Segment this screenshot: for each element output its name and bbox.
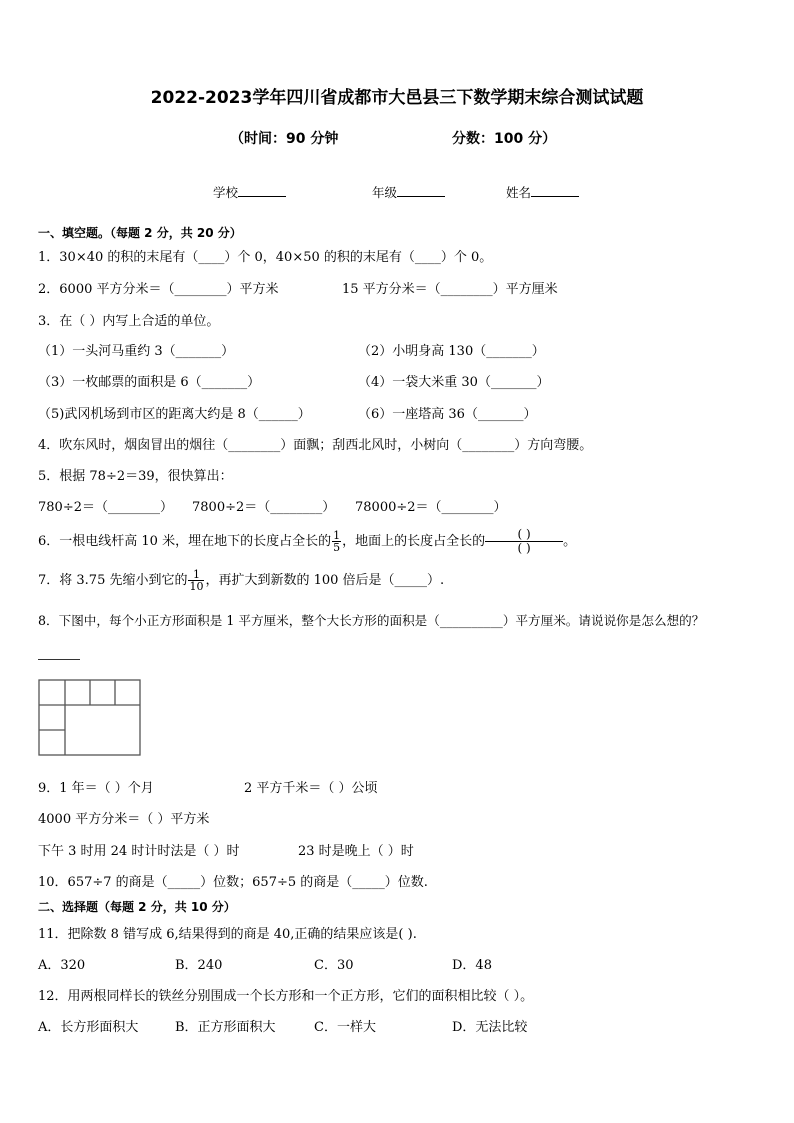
q6-text-pre: 6．一根电线杆高 10 米，埋在地下的长度占全长的 bbox=[38, 534, 332, 550]
section-2-heading: 二、选择题（每题 2 分，共 10 分） bbox=[38, 900, 236, 914]
grade-label: 年级 bbox=[372, 185, 398, 200]
school-field bbox=[213, 184, 286, 200]
q6-frac2-num: ( ) bbox=[485, 528, 563, 542]
question-5b: 7800÷2＝（________） bbox=[192, 500, 336, 515]
q6-text-mid: ，地面上的长度占全长的 bbox=[342, 534, 486, 550]
q6-frac2-den: ( ) bbox=[517, 541, 531, 556]
question-3-2: （2）小明身高 130（_______） bbox=[358, 344, 545, 359]
name-field bbox=[506, 184, 579, 200]
q7-frac-num: 1 bbox=[188, 569, 204, 581]
score-label: 分数：100 分） bbox=[452, 131, 557, 147]
answer-line[interactable] bbox=[38, 659, 80, 660]
question-3-1: （1）一头河马重约 3（_______） bbox=[38, 344, 235, 359]
question-9e: 23 时是晚上（ ）时 bbox=[298, 844, 414, 859]
section-1-heading: 一、填空题。（每题 2 分，共 20 分） bbox=[38, 226, 242, 240]
q6-fraction-blank[interactable] bbox=[485, 528, 563, 555]
question-10: 10．657÷7 的商是（_____）位数；657÷5 的商是（_____）位数. bbox=[38, 875, 428, 890]
question-9b: 2 平方千米＝（ ）公顷 bbox=[244, 781, 378, 796]
name-blank[interactable] bbox=[531, 184, 579, 197]
question-3-4: （4）一袋大米重 30（_______） bbox=[358, 375, 550, 390]
q12-option-c[interactable]: C．一样大 bbox=[314, 1020, 376, 1035]
q12-option-b[interactable]: B．正方形面积大 bbox=[175, 1020, 276, 1035]
question-8: 8．下图中，每个小正方形面积是 1 平方厘米，整个大长方形的面积是（__________）平方厘米。请说说你是怎么想的？ bbox=[38, 613, 705, 628]
q7-fraction bbox=[188, 569, 204, 592]
grade-field bbox=[372, 184, 445, 200]
question-5: 5．根据 78÷2＝39，很快算出： bbox=[38, 469, 233, 484]
q11-option-c[interactable]: C．30 bbox=[314, 958, 354, 973]
question-9d: 下午 3 时用 24 时计时法是（ ）时 bbox=[38, 844, 240, 859]
question-6 bbox=[38, 528, 576, 555]
question-1: 1．30×40 的积的末尾有（____）个 0，40×50 的积的末尾有（____）个 0。 bbox=[38, 250, 493, 265]
question-3: 3．在（ ）内写上合适的单位。 bbox=[38, 314, 220, 329]
question-7 bbox=[38, 569, 444, 592]
school-blank[interactable] bbox=[238, 184, 286, 197]
question-3-3: （3）一枚邮票的面积是 6（_______） bbox=[38, 375, 261, 390]
question-9c: 4000 平方分米＝（ ）平方米 bbox=[38, 812, 210, 827]
q6-frac1-num: 1 bbox=[333, 529, 341, 543]
question-12: 12．用两根同样长的铁丝分别围成一个长方形和一个正方形，它们的面积相比较（ ）。 bbox=[38, 989, 534, 1004]
q11-option-a[interactable]: A．320 bbox=[38, 958, 86, 973]
q7-text-pre: 7．将 3.75 先缩小到它的 bbox=[38, 573, 188, 588]
q7-frac-den: 10 bbox=[189, 580, 204, 593]
question-3-5: （5)武冈机场到市区的距离大约是 8（______） bbox=[38, 407, 311, 422]
question-11: 11．把除数 8 错写成 6,结果得到的商是 40,正确的结果应该是( ). bbox=[38, 927, 417, 942]
question-3-6: （6）一座塔高 36（_______） bbox=[358, 407, 537, 422]
rectangle-grid-figure bbox=[38, 679, 142, 757]
question-2b: 15 平方分米＝（________）平方厘米 bbox=[342, 282, 558, 297]
question-9a: 9．1 年＝（ ）个月 bbox=[38, 781, 154, 796]
time-label: （时间：90 分钟 bbox=[230, 131, 339, 147]
q11-option-d[interactable]: D．48 bbox=[452, 958, 492, 973]
q6-text-end: 。 bbox=[563, 534, 577, 550]
name-label: 姓名 bbox=[506, 185, 532, 200]
q12-option-d[interactable]: D．无法比较 bbox=[452, 1020, 528, 1035]
question-4: 4．吹东风时，烟囱冒出的烟往（________）面飘；刮西北风时，小树向（________）方向弯腰。 bbox=[38, 438, 593, 453]
q12-option-a[interactable]: A．长方形面积大 bbox=[38, 1020, 139, 1035]
q6-frac1-den: 5 bbox=[333, 541, 341, 555]
grade-blank[interactable] bbox=[397, 184, 445, 197]
q7-text-post: ，再扩大到新数的 100 倍后是（_____）. bbox=[205, 573, 445, 588]
question-5c: 78000÷2＝（________） bbox=[355, 500, 507, 515]
question-5a: 780÷2＝（________） bbox=[38, 500, 173, 515]
question-2a: 2．6000 平方分米＝（________）平方米 bbox=[38, 282, 279, 297]
q11-option-b[interactable]: B．240 bbox=[175, 958, 223, 973]
q6-fraction-underground bbox=[332, 530, 341, 553]
school-label: 学校 bbox=[213, 185, 239, 200]
page-title: 2022-2023学年四川省成都市大邑县三下数学期末综合测试试题 bbox=[150, 88, 644, 108]
